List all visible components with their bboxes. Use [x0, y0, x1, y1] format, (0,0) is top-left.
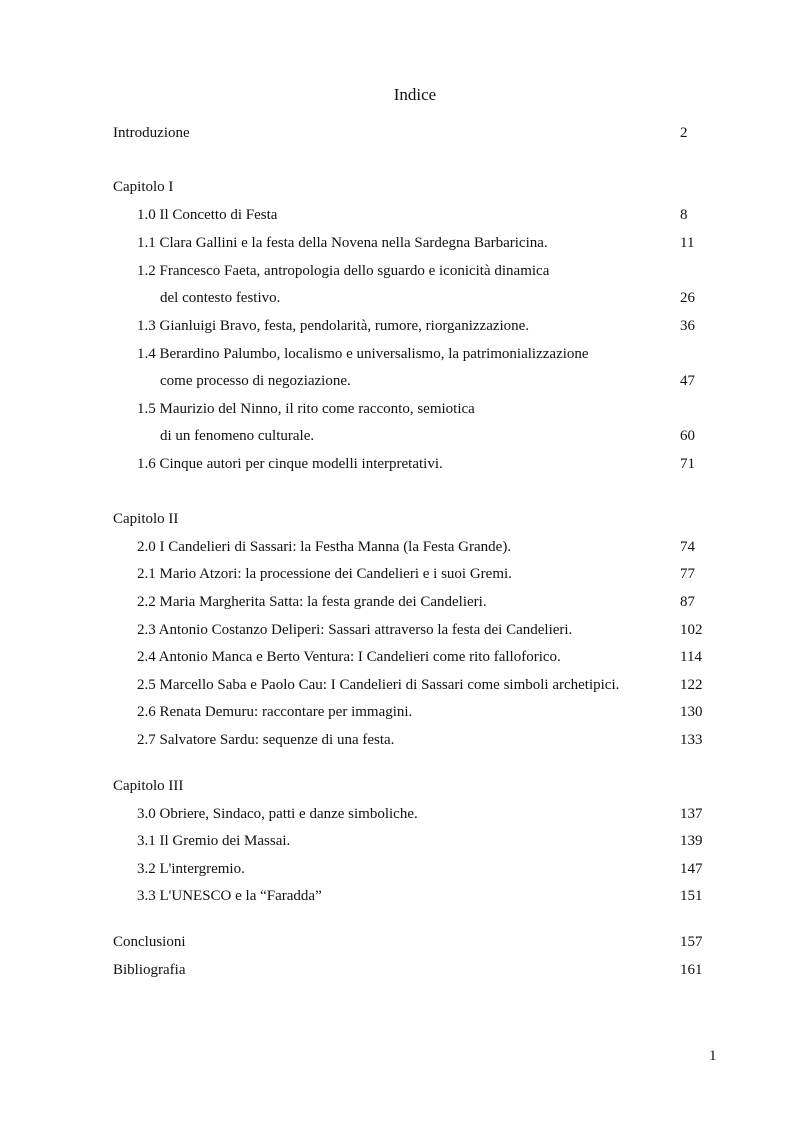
- toc-page: 122: [680, 677, 703, 693]
- toc-page: 11: [680, 235, 695, 251]
- toc-page: 130: [680, 704, 703, 720]
- toc-entry: 2.5 Marcello Saba e Paolo Cau: I Candelieri di Sassari come simboli archetipici.: [137, 677, 620, 693]
- page-title: Indice: [393, 85, 437, 104]
- toc-entry: 2.7 Salvatore Sardu: sequenze di una festa.: [137, 732, 395, 748]
- toc-entry-continuation: del contesto festivo.: [160, 290, 281, 306]
- toc-page: 36: [680, 318, 695, 334]
- toc-page: 71: [680, 456, 695, 472]
- toc-page: 26: [680, 290, 695, 306]
- toc-page: 87: [680, 594, 695, 610]
- toc-entry: 2.3 Antonio Costanzo Deliperi: Sassari attraverso la festa dei Candelieri.: [137, 622, 573, 638]
- toc-entry-continuation: di un fenomeno culturale.: [160, 428, 315, 444]
- chapter-heading-1: Capitolo I: [113, 179, 174, 195]
- toc-page: 74: [680, 539, 695, 555]
- toc-page-conclusioni: 157: [680, 934, 703, 950]
- toc-page-introduzione: 2: [680, 125, 688, 141]
- toc-entry: 2.2 Maria Margherita Satta: la festa grande dei Candelieri.: [137, 594, 487, 610]
- toc-entry: 2.6 Renata Demuru: raccontare per immagini.: [137, 704, 413, 720]
- toc-entry: 2.0 I Candelieri di Sassari: la Festha Manna (la Festa Grande).: [137, 539, 512, 555]
- toc-entry: 3.2 L'intergremio.: [137, 861, 245, 877]
- toc-page: 114: [680, 649, 702, 665]
- toc-page: 151: [680, 888, 703, 904]
- toc-page: 47: [680, 373, 695, 389]
- toc-entry-introduzione: Introduzione: [113, 125, 190, 141]
- toc-page: 139: [680, 833, 703, 849]
- toc-page: 133: [680, 732, 703, 748]
- toc-entry: 1.3 Gianluigi Bravo, festa, pendolarità, rumore, riorganizzazione.: [137, 318, 530, 334]
- chapter-heading-2: Capitolo II: [113, 511, 179, 527]
- toc-page: 147: [680, 861, 703, 877]
- toc-page: 77: [680, 566, 695, 582]
- toc-page: 102: [680, 622, 703, 638]
- toc-entry: 2.4 Antonio Manca e Berto Ventura: I Candelieri come rito falloforico.: [137, 649, 561, 665]
- toc-entry-continuation: come processo di negoziazione.: [160, 373, 351, 389]
- toc-entry: 3.3 L'UNESCO e la “Faradda”: [137, 888, 322, 904]
- page-number: 1: [709, 1048, 717, 1064]
- toc-entry-conclusioni: Conclusioni: [113, 934, 186, 950]
- toc-page: 60: [680, 428, 695, 444]
- toc-entry: 1.2 Francesco Faeta, antropologia dello sguardo e iconicità dinamica: [137, 263, 550, 279]
- toc-page-bibliografia: 161: [680, 962, 703, 978]
- toc-entry: 2.1 Mario Atzori: la processione dei Candelieri e i suoi Gremi.: [137, 566, 512, 582]
- toc-entry: 1.5 Maurizio del Ninno, il rito come racconto, semiotica: [137, 401, 475, 417]
- chapter-heading-3: Capitolo III: [113, 778, 184, 794]
- toc-entry: 1.0 Il Concetto di Festa: [137, 207, 278, 223]
- toc-entry: 3.1 Il Gremio dei Massai.: [137, 833, 291, 849]
- toc-page: 137: [680, 806, 703, 822]
- toc-entry: 3.0 Obriere, Sindaco, patti e danze simboliche.: [137, 806, 418, 822]
- toc-entry-bibliografia: Bibliografia: [113, 962, 186, 978]
- toc-entry: 1.6 Cinque autori per cinque modelli interpretativi.: [137, 456, 443, 472]
- toc-entry: 1.4 Berardino Palumbo, localismo e universalismo, la patrimonializzazione: [137, 346, 589, 362]
- toc-page: 8: [680, 207, 688, 223]
- toc-entry: 1.1 Clara Gallini e la festa della Novena nella Sardegna Barbaricina.: [137, 235, 548, 251]
